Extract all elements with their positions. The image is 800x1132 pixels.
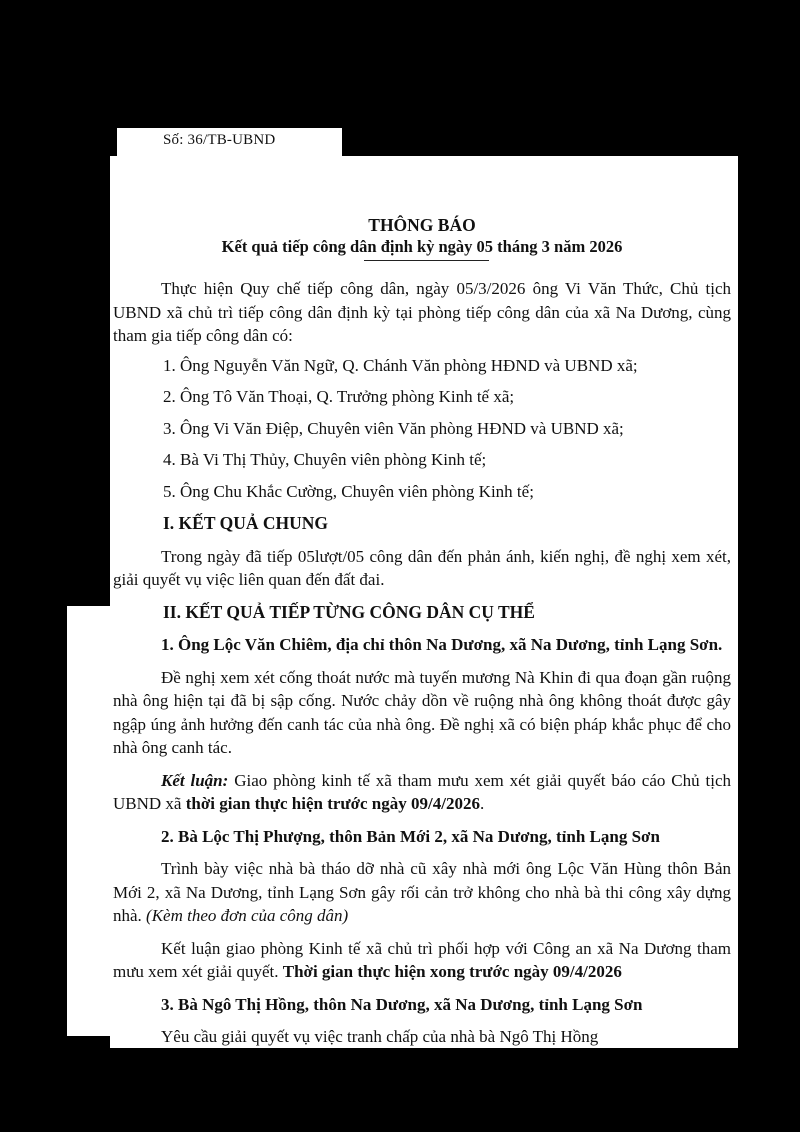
case-1-heading: 1. Ông Lộc Văn Chiêm, địa chỉ thôn Na Dương, xã Na Dương, tỉnh Lạng Sơn. bbox=[161, 635, 723, 654]
paper-left-strip bbox=[67, 606, 110, 1036]
document-title: THÔNG BÁO bbox=[368, 215, 476, 235]
case-2-text-note: (Kèm theo đơn của công dân) bbox=[146, 906, 349, 925]
case-2-heading: 2. Bà Lộc Thị Phượng, thôn Bản Mới 2, xã Na Dương, tỉnh Lạng Sơn bbox=[161, 826, 660, 846]
case-2-text bbox=[113, 857, 731, 928]
case-1-text: Đề nghị xem xét cống thoát nước mà tuyến mương Nà Khin đi qua đoạn gần ruộng nhà ông hiện tại đã bị sập cống. Nước chảy dồn về ruộng nhà ông không thoát được gây ngập úng ảnh hưởng đến canh tác của nhà ông. Đề nghị xã có biện pháp khắc phục để cho nhà ông canh tác. bbox=[113, 667, 731, 757]
section-2-heading: II. KẾT QUẢ TIẾP TỪNG CÔNG DÂN CỤ THỂ bbox=[163, 601, 535, 622]
participant-item: 2. Ông Tô Văn Thoại, Q. Trưởng phòng Kinh tế xã; bbox=[163, 387, 515, 406]
participant-item: 3. Ông Vi Văn Điệp, Chuyên viên Văn phòng HĐND và UBND xã; bbox=[163, 418, 624, 438]
document-body bbox=[113, 214, 731, 1049]
section-1-text: Trong ngày đã tiếp 05lượt/05 công dân đến phản ánh, kiến nghị, đề nghị xem xét, giải quyết vụ việc liên quan đến đất đai. bbox=[113, 546, 731, 589]
participant-item: 1. Ông Nguyễn Văn Ngữ, Q. Chánh Văn phòng HĐND và UBND xã; bbox=[163, 355, 638, 375]
case-2-conclusion bbox=[113, 937, 731, 984]
section-1-heading: I. KẾT QUẢ CHUNG bbox=[163, 513, 328, 533]
conclusion-end: . bbox=[479, 794, 485, 813]
participant-item: 4. Bà Vi Thị Thủy, Chuyên viên phòng Kinh tế; bbox=[163, 450, 487, 469]
case-3-heading: 3. Bà Ngô Thị Hồng, thôn Na Dương, xã Na Dương, tỉnh Lạng Sơn bbox=[161, 994, 643, 1014]
participant-item: 5. Ông Chu Khắc Cường, Chuyên viên phòng Kinh tế; bbox=[163, 481, 534, 501]
conclusion-deadline: thời gian thực hiện trước ngày 09/4/2026 bbox=[185, 794, 480, 813]
case-2-text-main: Trình bày việc nhà bà tháo dỡ nhà cũ xây nhà mới ông Lộc Văn Hùng thôn Bản Mới 2, xã Na Dương, tỉnh Lạng Sơn gây rối cản trở không cho nhà bà thi công xây dựng nhà. bbox=[113, 859, 731, 925]
document-number: Số: 36/TB-UBND bbox=[163, 132, 276, 148]
conclusion-deadline: Thời gian thực hiện xong trước ngày 09/4/2026 bbox=[282, 962, 622, 981]
document-subtitle: Kết quả tiếp công dân định kỳ ngày 05 tháng 3 năm 2026 bbox=[221, 237, 623, 256]
subtitle-underline bbox=[364, 260, 489, 261]
intro-paragraph: Thực hiện Quy chế tiếp công dân, ngày 05/3/2026 ông Vi Văn Thức, Chủ tịch UBND xã chủ trì tiếp công dân định kỳ tại phòng tiếp công dân của xã Na Dương, cùng tham gia tiếp công dân có: bbox=[113, 279, 731, 345]
case-1-conclusion bbox=[113, 769, 731, 816]
conclusion-text: Giao phòng kinh tế xã tham mưu xem xét giải quyết báo cáo Chủ tịch UBND xã bbox=[113, 770, 731, 813]
conclusion-label: Kết luận: bbox=[161, 770, 229, 790]
conclusion-text: Kết luận giao phòng Kinh tế xã chủ trì phối hợp với Công an xã Na Dương tham mưu xem xét giải quyết. bbox=[113, 938, 731, 981]
case-3-text: Yêu cầu giải quyết vụ việc tranh chấp của nhà bà Ngô Thị Hồng bbox=[161, 1027, 599, 1046]
